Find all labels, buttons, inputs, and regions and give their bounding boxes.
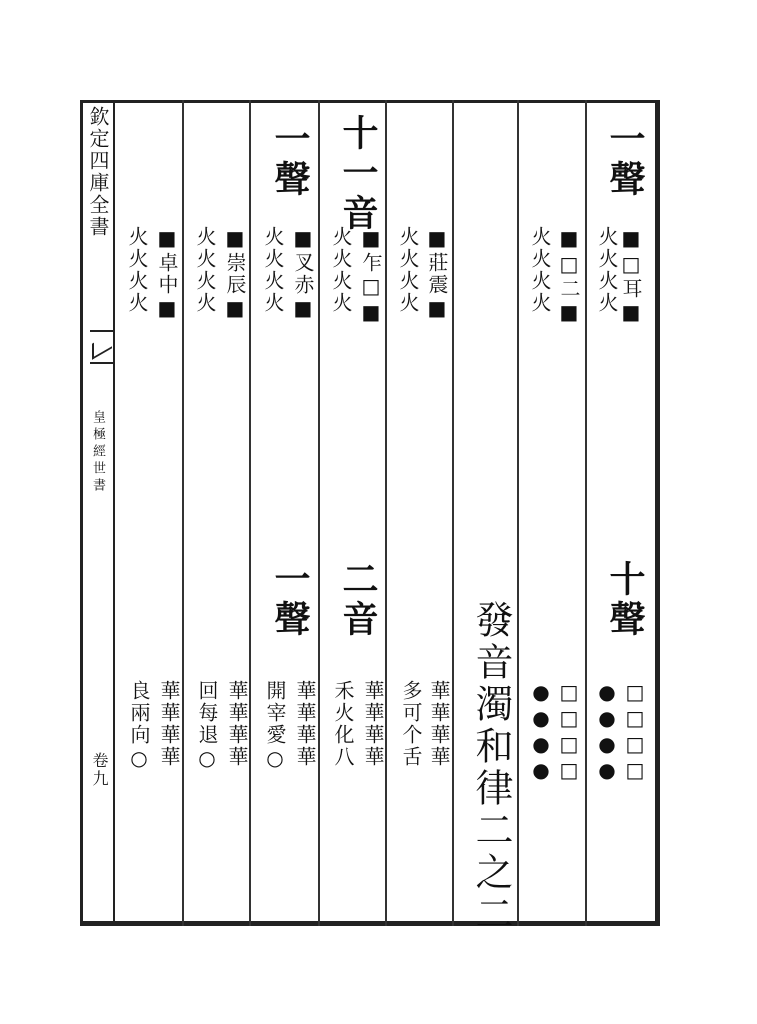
- folio-number: 卷九: [90, 752, 109, 788]
- sound-row: 火火火火: [193, 226, 217, 314]
- section-title: 發音濁和律二之二: [469, 600, 513, 936]
- sound-row: 火火火火: [396, 226, 420, 314]
- column-heading: 十聲: [604, 560, 646, 640]
- column-heading: 二音: [337, 560, 379, 640]
- sound-row: □□□□: [623, 680, 647, 784]
- sound-row: 華華華華: [293, 680, 317, 768]
- column-rule: [385, 100, 387, 926]
- column-heading: 一聲: [604, 120, 646, 200]
- sound-row: 多可个舌: [399, 680, 423, 768]
- sound-row: 火火火火: [329, 226, 353, 314]
- column-heading: 一聲: [269, 120, 311, 200]
- sound-row: 火火火火: [595, 226, 619, 314]
- fishtail-ornament: [90, 330, 114, 364]
- sound-row: □□□□: [557, 680, 581, 784]
- sound-row: ■崇辰■: [223, 226, 247, 322]
- sound-row: ■□二■: [557, 226, 581, 326]
- series-title: 欽定四庫全書: [86, 106, 110, 238]
- sound-row: 華華華華: [361, 680, 385, 768]
- column-heading: 十一音: [337, 114, 379, 234]
- column-heading: 一聲: [269, 560, 311, 640]
- sound-row: ■□耳■: [619, 226, 643, 326]
- sound-row: ●●●●: [595, 680, 619, 784]
- book-title: 皇極經世書: [90, 410, 105, 495]
- sound-row: ■莊震■: [425, 226, 449, 322]
- sound-row: ●●●●: [529, 680, 553, 784]
- sound-row: 開宰愛○: [263, 680, 287, 772]
- sound-row: 火火火火: [261, 226, 285, 314]
- sound-row: ■乍□■: [359, 226, 383, 326]
- sound-row: 回每退○: [195, 680, 219, 772]
- column-rule: [249, 100, 251, 926]
- column-rule: [318, 100, 320, 926]
- sound-row: 禾火化八: [331, 680, 355, 768]
- sound-row: 華華華華: [427, 680, 451, 768]
- sound-row: 華華華華: [225, 680, 249, 768]
- sound-row: ■叉赤■: [291, 226, 315, 322]
- column-rule: [182, 100, 184, 926]
- sound-row: 火火火火: [528, 226, 552, 314]
- sound-row: 華華華華: [157, 680, 181, 768]
- column-rule: [585, 100, 587, 926]
- sound-row: ■卓中■: [155, 226, 179, 322]
- column-rule: [452, 100, 454, 926]
- sound-row: 火火火火: [125, 226, 149, 314]
- sound-row: 良兩向○: [127, 680, 151, 772]
